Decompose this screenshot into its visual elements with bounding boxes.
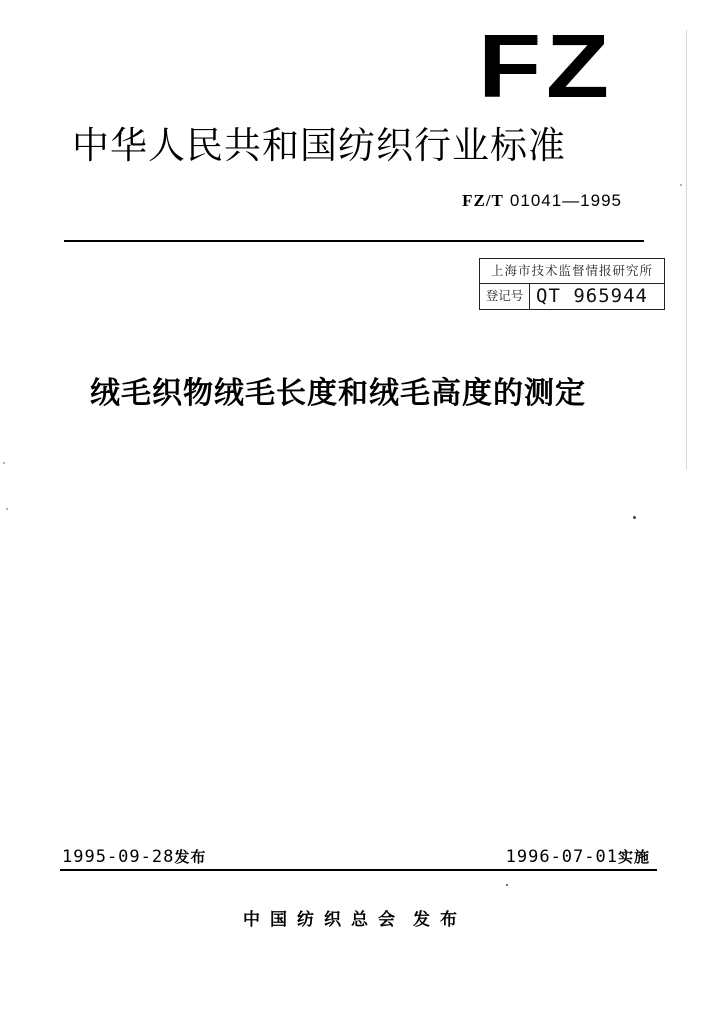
stamp-label: 登记号 (480, 284, 530, 309)
footer-divider (60, 869, 657, 871)
standard-code (462, 190, 622, 212)
document-title: 绒毛织物绒毛长度和绒毛高度的测定 (90, 376, 586, 411)
publish-date (62, 846, 206, 868)
stamp-registration-row (480, 284, 664, 309)
publish-date-word: 发布 (174, 848, 207, 866)
scan-speck (633, 516, 636, 519)
issuer-org: 中国纺织总会 (243, 910, 405, 930)
standard-code-prefix: FZ/T (462, 191, 504, 210)
header-divider (64, 240, 644, 242)
publish-date-value: 1995-09-28 (62, 847, 175, 867)
scan-speck (506, 884, 508, 886)
standard-code-number: 01041—1995 (509, 191, 622, 210)
binding-edge-line (686, 30, 687, 470)
issuer-word: 发布 (413, 910, 467, 930)
effective-date (506, 846, 650, 868)
archive-stamp (479, 258, 665, 310)
stamp-institution: 上海市技术监督情报研究所 (480, 259, 664, 284)
scan-speck (680, 184, 682, 186)
scan-speck (6, 508, 8, 510)
effective-date-value: 1996-07-01 (505, 847, 618, 867)
stamp-number: QT 965944 (536, 285, 648, 307)
issuer-line (243, 908, 467, 932)
series-title: 中华人民共和国纺织行业标准 (72, 124, 566, 167)
effective-date-word: 实施 (617, 848, 650, 866)
scan-speck (3, 462, 5, 464)
fz-logo: FZ (478, 17, 614, 117)
